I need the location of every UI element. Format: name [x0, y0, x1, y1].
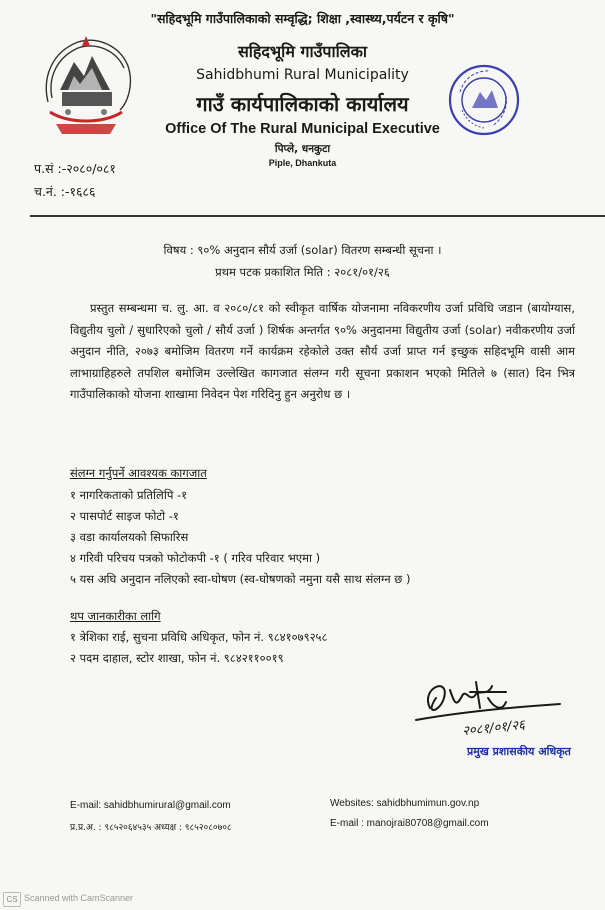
office-name-nepali: गाउँ कार्यपालिकाको कार्यालय	[196, 92, 409, 116]
municipality-name-english: Sahidbhumi Rural Municipality	[196, 67, 409, 83]
municipality-name-nepali: सहिदभूमि गाउँपालिका	[237, 42, 368, 61]
contacts-list	[70, 627, 490, 669]
address-english: Piple, Dhankuta	[268, 158, 337, 168]
footer-email: E-mail: sahidbhumirural@gmail.com	[70, 800, 231, 811]
required-documents-list	[70, 485, 570, 590]
official-seal-stamp	[446, 62, 522, 138]
signature-date: २०८१/०१/२६	[461, 717, 526, 740]
list-item: १ त्रेशिका राई, सुचना प्रविधि अधिकृत, फोन नं. ९८४१०७९२५८	[70, 630, 328, 644]
required-documents-section	[70, 466, 570, 590]
list-item: २ पासपोर्ट साइज फोटो -१	[70, 509, 179, 523]
list-item: ४ गरिवी परिचय पत्रको फोटोकपी -१ ( गरिव परिवार भएमा )	[70, 551, 321, 565]
list-item: १ नागरिकताको प्रतिलिपि -१	[70, 488, 188, 502]
notice-subject: विषय : ९०% अनुदान सौर्य उर्जा (solar) वितरण सम्बन्धी सूचना ।	[163, 243, 442, 257]
patra-sankhya: प.सं :-२०८०/०८१	[34, 161, 116, 176]
list-item: ५ यस अघि अनुदान नलिएको स्वा-घोषण (स्व-घोषणको नमुना यसै साथ संलग्न छ )	[70, 572, 411, 586]
office-name-english: Office Of The Rural Municipal Executive	[165, 121, 440, 137]
required-documents-heading: संलग्न गर्नुपर्ने आवश्यक कागजात	[70, 466, 207, 480]
list-item: ३ वडा कार्यालयको सिफारिस	[70, 530, 189, 544]
header-divider	[30, 215, 605, 217]
notice-body: प्रस्तुत सम्बन्धमा च. लु. आ. व २०८०/८१ को स्वीकृत वार्षिक योजनामा नविकरणीय उर्जा प्रविधि जडान (बायोग्यास, विद्युतीय चुलो / सुधारिएको चुलो / सौर्य उर्जा ) शिर्षक अन्तर्गत ९०% अनुदानमा विद्युतीय उर्जा (solar) नवीकरणीय उर्जा अनुदान नीति, २०७३ बमोजिम वितरण गर्ने कार्यक्रम रहेकोले उक्त सौर्य उर्जा प्राप्त गर्न इच्छुक सहिदभूमि वासी आम लाभाग्राहिहरुले तपशिल बमोजिम उल्लेखित कागजात संलग्न गरी सूचना प्रकाशन भएको मितिले ७ (सात) दिन भित्र गाउँपालिकाको योजना शाखामा निवेदन पेश गरिदिनु हुन अनुरोध छ ।	[70, 301, 575, 401]
camscanner-icon: CS	[3, 892, 21, 907]
footer-website: Websites: sahidbhumimun.gov.np	[330, 798, 480, 809]
contacts-heading: थप जानकारीका लागि	[70, 609, 161, 623]
contacts-section	[70, 609, 490, 669]
address-nepali: पिप्ले, धनकुटा	[274, 143, 331, 155]
footer-phone: प्र.प्र.अ. : ९८५२०६४५३५ अध्यक्ष : ९८५२०८०७०८	[70, 823, 232, 833]
footer-email-2: E-mail : manojrai80708@gmail.com	[330, 818, 489, 829]
list-item: २ पदम दाहाल, स्टोर शाखा, फोन नं. ९८४२११००१९	[70, 651, 284, 665]
signatory-title: प्रमुख प्रशासकीय अधिकृत	[467, 745, 571, 758]
publish-date: प्रथम पटक प्रकाशित मिति : २०८१/०१/२६	[215, 265, 390, 279]
municipality-motto: "सहिदभूमि गाउँपालिकाको सम्वृद्धि; शिक्षा ,स्वास्थ्य,पर्यटन र कृषि"	[150, 11, 455, 26]
chalani-number: च.नं. :-१६८६	[34, 184, 96, 199]
scanner-watermark: Scanned with CamScanner	[24, 893, 134, 903]
